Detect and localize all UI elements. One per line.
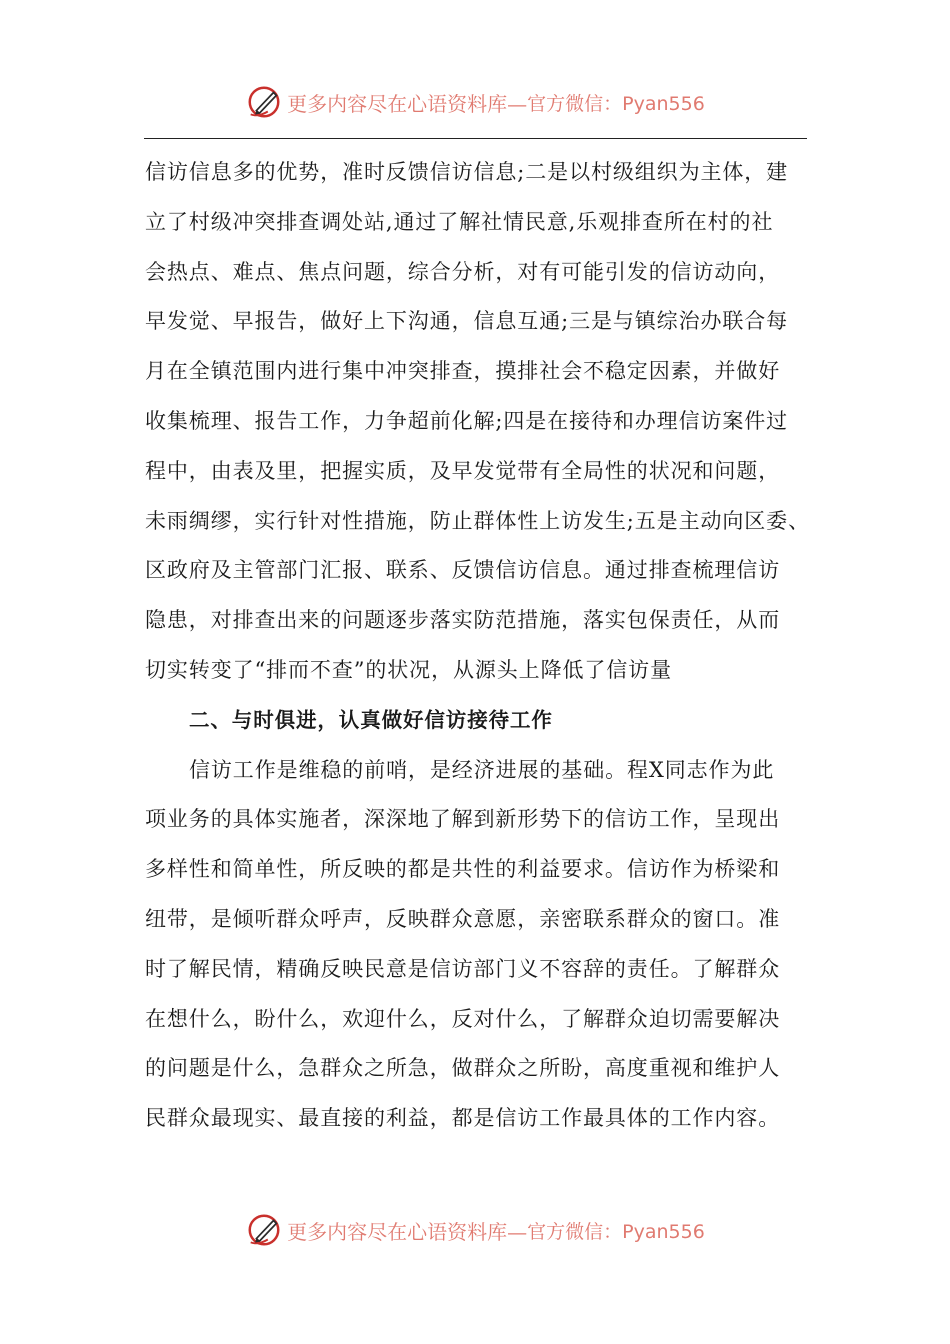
header-banner-text: 更多内容尽在心语资料库—	[287, 91, 528, 116]
text-line: 的问题是什么，急群众之所急，做群众之所盼，高度重视和维护人	[145, 1056, 781, 1081]
text-line: 信访信息多的优势，准时反馈信访信息;二是以村级组织为主体，建	[145, 160, 789, 184]
text-line: 月在全镇范围内进行集中冲突排查，摸排社会不稳定因素，并做好	[145, 359, 781, 384]
text-line: 未雨绸缪，实行针对性措施，防止群体性上访发生;五是主动向区委、	[145, 508, 810, 533]
text-line: 多样性和简单性，所反映的都是共性的利益要求。信访作为桥梁和	[145, 857, 781, 882]
footer-banner	[0, 1208, 950, 1252]
text-line: 时了解民情，精确反映民意是信访部门义不容辞的责任。了解群众	[145, 956, 781, 981]
text-line: 会热点、难点、焦点问题，综合分析，对有可能引发的信访动向，	[145, 259, 781, 284]
document-body	[145, 148, 825, 1144]
header-banner	[0, 80, 950, 124]
section-heading: 二、与时俱进，认真做好信访接待工作	[189, 707, 553, 732]
text-line: 项业务的具体实施者，深深地了解到新形势下的信访工作，呈现出	[145, 807, 781, 832]
text-line: 民群众最现实、最直接的利益，都是信访工作最具体的工作内容。	[145, 1106, 781, 1131]
pen-logo-icon	[245, 1211, 283, 1249]
footer-banner-text: 更多内容尽在心语资料库—	[287, 1219, 528, 1244]
text-line: 立了村级冲突排查调处站,通过了解社情民意,乐观排查所在村的社	[145, 209, 774, 234]
text-line: 区政府及主管部门汇报、联系、反馈信访信息。通过排查梳理信访	[145, 558, 781, 583]
text-line: 切实转变了“排而不查”的状况，从源头上降低了信访量	[145, 657, 672, 682]
text-line: 早发觉、早报告，做好上下沟通，信息互通;三是与镇综治办联合每	[145, 309, 789, 334]
footer-wechat-id: 官方微信：Pyan556	[527, 1220, 705, 1243]
text-line: 隐患，对排查出来的问题逐步落实防范措施，落实包保责任，从而	[145, 608, 781, 633]
pen-logo-icon	[245, 83, 283, 121]
header-divider	[144, 138, 807, 139]
text-line: 纽带，是倾听群众呼声，反映群众意愿，亲密联系群众的窗口。准	[145, 906, 781, 931]
text-line: 程中，由表及里，把握实质，及早发觉带有全局性的状况和问题，	[145, 458, 781, 483]
text-line: 在想什么，盼什么，欢迎什么，反对什么，了解群众迫切需要解决	[145, 1006, 781, 1031]
text-line: 收集梳理、报告工作，力争超前化解;四是在接待和办理信访案件过	[145, 408, 789, 433]
header-wechat-id: 官方微信：Pyan556	[527, 92, 705, 115]
paragraph-first-line: 信访工作是维稳的前哨，是经济进展的基础。程X同志作为此	[189, 757, 775, 782]
